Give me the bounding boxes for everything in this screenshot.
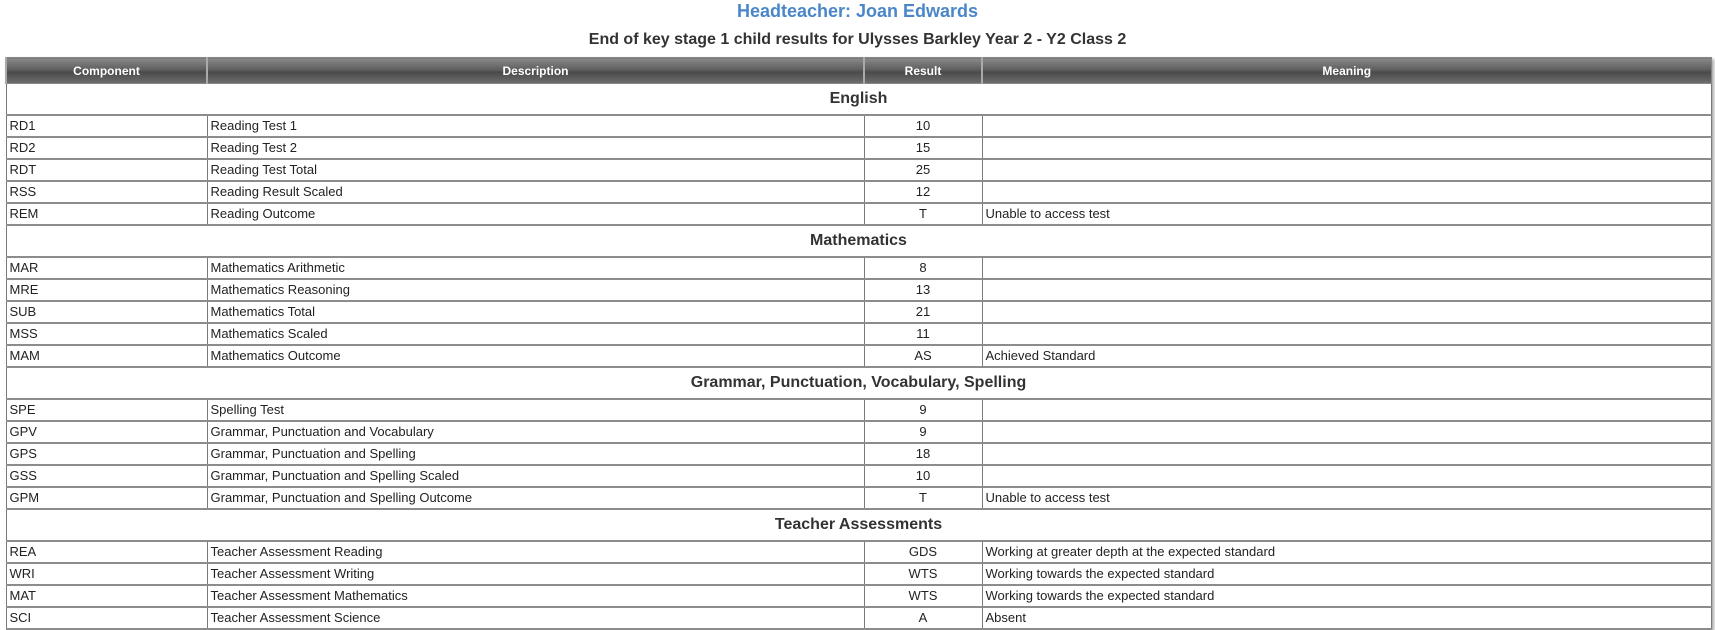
meaning-cell: Working towards the expected standard xyxy=(982,563,1711,585)
result-cell: 18 xyxy=(864,443,982,465)
meaning-cell xyxy=(982,421,1711,443)
meaning-cell: Working at greater depth at the expected standard xyxy=(982,541,1711,563)
description-cell: Reading Result Scaled xyxy=(207,181,864,203)
description-cell: Reading Test 2 xyxy=(207,137,864,159)
table-row xyxy=(6,541,1711,563)
description-cell: Mathematics Scaled xyxy=(207,323,864,345)
table-row xyxy=(6,203,1711,225)
result-cell: 10 xyxy=(864,465,982,487)
table-row xyxy=(6,181,1711,203)
table-row xyxy=(6,345,1711,367)
result-cell: 10 xyxy=(864,115,982,137)
component-cell: GSS xyxy=(6,465,207,487)
component-cell: SPE xyxy=(6,399,207,421)
meaning-cell: Achieved Standard xyxy=(982,345,1711,367)
component-cell: RSS xyxy=(6,181,207,203)
component-cell: MAT xyxy=(6,585,207,607)
meaning-cell: Absent xyxy=(982,607,1711,629)
meaning-cell xyxy=(982,279,1711,301)
result-cell: 11 xyxy=(864,323,982,345)
component-cell: RDT xyxy=(6,159,207,181)
description-cell: Mathematics Reasoning xyxy=(207,279,864,301)
description-cell: Grammar, Punctuation and Spelling Outcome xyxy=(207,487,864,509)
meaning-cell xyxy=(982,137,1711,159)
result-cell: WTS xyxy=(864,563,982,585)
table-row xyxy=(6,465,1711,487)
result-cell: WTS xyxy=(864,585,982,607)
description-cell: Mathematics Total xyxy=(207,301,864,323)
component-cell: MAM xyxy=(6,345,207,367)
component-cell: RD1 xyxy=(6,115,207,137)
component-cell: MAR xyxy=(6,257,207,279)
component-cell: SUB xyxy=(6,301,207,323)
column-header-result[interactable]: Result xyxy=(864,58,982,84)
meaning-cell xyxy=(982,443,1711,465)
table-row xyxy=(6,487,1711,509)
result-cell: 9 xyxy=(864,399,982,421)
results-table xyxy=(5,57,1712,630)
component-cell: WRI xyxy=(6,563,207,585)
component-cell: REM xyxy=(6,203,207,225)
meaning-cell xyxy=(982,465,1711,487)
table-row xyxy=(6,399,1711,421)
meaning-cell xyxy=(982,257,1711,279)
table-row xyxy=(6,115,1711,137)
result-cell: 9 xyxy=(864,421,982,443)
headteacher-title: Headteacher: Joan Edwards xyxy=(736,1,979,21)
description-cell: Teacher Assessment Mathematics xyxy=(207,585,864,607)
section-header-row xyxy=(6,225,1711,257)
meaning-cell: Unable to access test xyxy=(982,203,1711,225)
table-row xyxy=(6,279,1711,301)
result-cell: 25 xyxy=(864,159,982,181)
result-cell: AS xyxy=(864,345,982,367)
table-row xyxy=(6,137,1711,159)
table-row xyxy=(6,257,1711,279)
component-cell: GPV xyxy=(6,421,207,443)
result-cell: 15 xyxy=(864,137,982,159)
section-title: Grammar, Punctuation, Vocabulary, Spelling xyxy=(6,367,1711,399)
result-cell: 13 xyxy=(864,279,982,301)
table-row xyxy=(6,585,1711,607)
column-header-component[interactable]: Component xyxy=(6,58,207,84)
meaning-cell xyxy=(982,323,1711,345)
description-cell: Grammar, Punctuation and Spelling xyxy=(207,443,864,465)
result-cell: 21 xyxy=(864,301,982,323)
component-cell: REA xyxy=(6,541,207,563)
result-cell: T xyxy=(864,203,982,225)
meaning-cell: Working towards the expected standard xyxy=(982,585,1711,607)
description-cell: Teacher Assessment Writing xyxy=(207,563,864,585)
description-cell: Spelling Test xyxy=(207,399,864,421)
component-cell: MRE xyxy=(6,279,207,301)
section-title: Mathematics xyxy=(6,225,1711,257)
description-cell: Reading Outcome xyxy=(207,203,864,225)
column-header-description[interactable]: Description xyxy=(207,58,864,84)
component-cell: GPS xyxy=(6,443,207,465)
table-row xyxy=(6,301,1711,323)
table-row xyxy=(6,443,1711,465)
component-cell: SCI xyxy=(6,607,207,629)
table-row xyxy=(6,563,1711,585)
result-cell: 8 xyxy=(864,257,982,279)
meaning-cell xyxy=(982,301,1711,323)
column-header-meaning[interactable]: Meaning xyxy=(982,58,1711,84)
section-header-row xyxy=(6,84,1711,116)
component-cell: GPM xyxy=(6,487,207,509)
results-body xyxy=(6,84,1711,630)
meaning-cell xyxy=(982,159,1711,181)
table-row xyxy=(6,323,1711,345)
section-header-row xyxy=(6,367,1711,399)
component-cell: RD2 xyxy=(6,137,207,159)
table-row xyxy=(6,421,1711,443)
result-cell: T xyxy=(864,487,982,509)
description-cell: Grammar, Punctuation and Spelling Scaled xyxy=(207,465,864,487)
table-row xyxy=(6,159,1711,181)
description-cell: Reading Test Total xyxy=(207,159,864,181)
description-cell: Grammar, Punctuation and Vocabulary xyxy=(207,421,864,443)
description-cell: Teacher Assessment Reading xyxy=(207,541,864,563)
meaning-cell xyxy=(982,181,1711,203)
component-cell: MSS xyxy=(6,323,207,345)
result-cell: A xyxy=(864,607,982,629)
table-row xyxy=(6,607,1711,629)
description-cell: Teacher Assessment Science xyxy=(207,607,864,629)
result-cell: 12 xyxy=(864,181,982,203)
section-title: Teacher Assessments xyxy=(6,509,1711,541)
meaning-cell: Unable to access test xyxy=(982,487,1711,509)
description-cell: Mathematics Arithmetic xyxy=(207,257,864,279)
results-subtitle: End of key stage 1 child results for Ulysses Barkley Year 2 - Y2 Class 2 xyxy=(588,31,1127,48)
section-header-row xyxy=(6,509,1711,541)
description-cell: Reading Test 1 xyxy=(207,115,864,137)
meaning-cell xyxy=(982,399,1711,421)
result-cell: GDS xyxy=(864,541,982,563)
table-header-row xyxy=(6,58,1711,84)
meaning-cell xyxy=(982,115,1711,137)
description-cell: Mathematics Outcome xyxy=(207,345,864,367)
section-title: English xyxy=(6,84,1711,116)
